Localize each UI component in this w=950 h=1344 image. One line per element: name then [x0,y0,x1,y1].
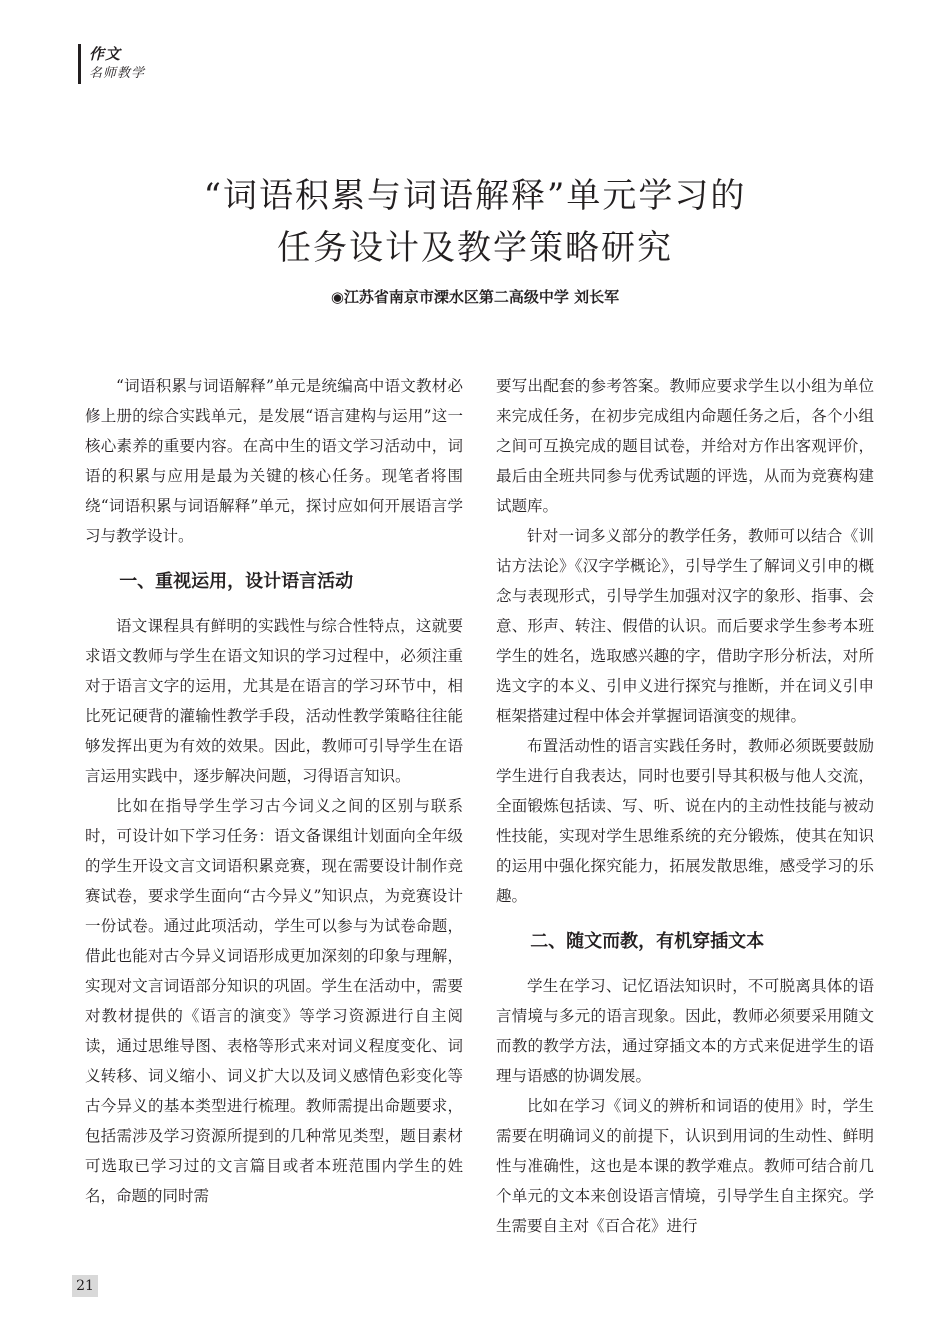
body-paragraph: 布置活动性的语言实践任务时，教师必须既要鼓励学生进行自我表达，同时也要引导其积极与他人交流，全面锻炼包括读、写、听、说在内的主动性技能与被动性技能，实现对学生思维系统的充分锻炼，使其在知识的运用中强化探究能力，拓展发散思维，感受学习的乐趣。 [496,737,874,905]
body-paragraph: “词语积累与词语解释”单元是统编高中语文教材必修上册的综合实践单元，是发展“语言建构与运用”这一核心素养的重要内容。在高中生的语文学习活动中，词语的积累与应用是最为关键的核心任务。现笔者将围绕“词语积累与词语解释”单元，探讨应如何开展语言学习与教学设计。 [85,377,463,545]
body-paragraph: 比如在学习《词义的辨析和词语的使用》时，学生需要在明确词义的前提下，认识到用词的生动性、鲜明性与准确性，这也是本课的教学难点。教师可结合前几个单元的文本来创设语言情境，引导学生自主探究。学生需要自主对《百合花》进行 [496,1097,874,1235]
title-line-2: 任务设计及教学策略研究 [277,228,673,268]
section-heading-2: 二、随文而教，有机穿插文本 [530,931,765,952]
body-paragraph: 语文课程具有鲜明的实践性与综合性特点，这就要求语文教师与学生在语文知识的学习过程中，必须注重对于语言文字的运用，尤其是在语言的学习环节中，相比死记硬背的灌输性教学手段，活动性教学策略往往能够发挥出更为有效的效果。因此，教师可引导学生在语言运用实践中，逐步解决问题，习得语言知识。 [85,617,463,785]
body-paragraph: 比如在指导学生学习古今词义之间的区别与联系时，可设计如下学习任务：语文备课组计划面向全年级的学生开设文言文词语积累竞赛，现在需要设计制作竞赛试卷，要求学生面向“古今异义”知识点，为竞赛设计一份试卷。通过此项活动，学生可以参与为试卷命题，借此也能对古今异义词语形成更加深刻的印象与理解，实现对文言词语部分知识的巩固。学生在活动中，需要对教材提供的《语言的演变》等学习资源进行自主阅读，通过思维导图、表格等形式来对词义程度变化、词义转移、词义缩小、词义扩大以及词义感情色彩变化等古今异义的基本类型进行梳理。教师需提出命题要求，包括需涉及学习资源所提到的几种常见类型，题目素材可选取已学习过的文言篇目或者本班范围内学生的姓名，命题的同时需 [85,797,463,1205]
running-header [78,44,145,84]
article-title [0,170,950,274]
header-section: 作文 [89,45,122,63]
right-column [496,371,874,1241]
body-paragraph-continued: 要写出配套的参考答案。教师应要求学生以小组为单位来完成任务，在初步完成组内命题任务之后，各个小组之间可互换完成的题目试卷，并给对方作出客观评价，最后由全班共同参与优秀试题的评选，从而为竞赛构建试题库。 [496,377,874,515]
header-column: 名师教学 [89,66,146,81]
page-number: 21 [72,1275,98,1297]
body-paragraph: 学生在学习、记忆语法知识时，不可脱离具体的语言情境与多元的语言现象。因此，教师必须要采用随文而教的教学方法，通过穿插文本的方式来促进学生的语理与语感的协调发展。 [496,977,874,1085]
author-affiliation: ◉江苏省南京市溧水区第二高级中学 刘长军 [330,288,620,306]
body-paragraph: 针对一词多义部分的教学任务，教师可以结合《训诂方法论》《汉字学概论》，引导学生了解词义引申的概念与表现形式，引导学生加强对汉字的象形、指事、会意、形声、转注、假借的认识。而后要求学生参考本班学生的姓名，选取感兴趣的字，借助字形分析法，对所选文字的本义、引申义进行探究与推断，并在词义引申框架搭建过程中体会并掌握词语演变的规律。 [496,527,874,725]
left-column [85,371,463,1211]
section-heading-1: 一、重视运用，设计语言活动 [119,571,354,592]
title-line-1: “词语积累与词语解释”单元学习的 [203,176,747,216]
